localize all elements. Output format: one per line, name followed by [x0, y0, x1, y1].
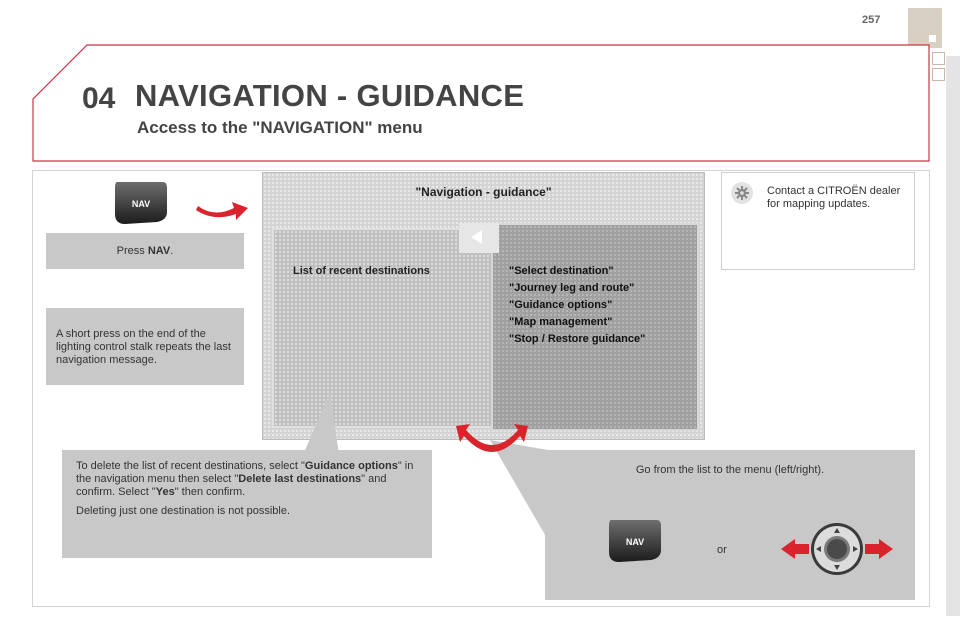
stalk-info-box [46, 308, 244, 385]
menu-item-stop-restore[interactable]: "Stop / Restore guidance" [509, 333, 646, 345]
chapter-number: 04 [82, 82, 116, 115]
menu-item-map-management[interactable]: "Map management" [509, 316, 613, 328]
curved-arrow-icon [194, 192, 250, 222]
press-prefix: Press [116, 245, 148, 257]
switch-text: Go from the list to the menu (left/right). [635, 464, 825, 476]
delete-paragraph-2: Deleting just one destination is not possible. [76, 505, 291, 517]
page-number: 257 [862, 14, 881, 26]
menu-item-journey-leg[interactable]: "Journey leg and route" [509, 282, 635, 294]
press-nav-box [46, 233, 244, 269]
page-subtitle: Access to the "NAVIGATION" menu [137, 118, 423, 137]
nav-button-label: NAV [131, 199, 151, 209]
corner-box-1 [932, 52, 945, 65]
corner-tab [908, 8, 942, 48]
page-title: NAVIGATION - GUIDANCE [135, 78, 525, 113]
press-key: NAV [147, 245, 171, 257]
screen-title: "Navigation - guidance" [415, 185, 552, 199]
recent-destinations-label[interactable]: List of recent destinations [293, 265, 430, 277]
switch-info-box [545, 450, 915, 600]
switch-arrows-icon [452, 420, 532, 464]
delete-paragraph-1: To delete the list of recent destinations, select "Guidance options" in the navigation menu then select "Delete last destinations" and confirm. Select "Yes" then confirm. [76, 460, 414, 498]
delete-info-box [62, 450, 432, 558]
nav-button-icon [111, 178, 171, 228]
rotary-dial-icon [781, 522, 893, 576]
menu-item-select-destination[interactable]: "Select destination" [509, 265, 614, 277]
press-suffix: . [170, 245, 174, 257]
back-arrow-icon [471, 230, 482, 244]
info-box [721, 172, 915, 270]
nav-button-icon-small [605, 516, 665, 566]
side-strip [946, 56, 960, 616]
nav-button-small-label: NAV [625, 537, 645, 547]
stalk-text: A short press on the end of the lighting control stalk repeats the last navigation message. [56, 328, 231, 366]
corner-box-2 [932, 68, 945, 81]
or-label: or [717, 544, 727, 556]
menu-item-guidance-options[interactable]: "Guidance options" [509, 299, 613, 311]
info-text: Contact a CITROËN dealer for mapping updates. [767, 185, 901, 210]
settings-icon [730, 181, 754, 205]
back-tab[interactable] [459, 223, 499, 253]
